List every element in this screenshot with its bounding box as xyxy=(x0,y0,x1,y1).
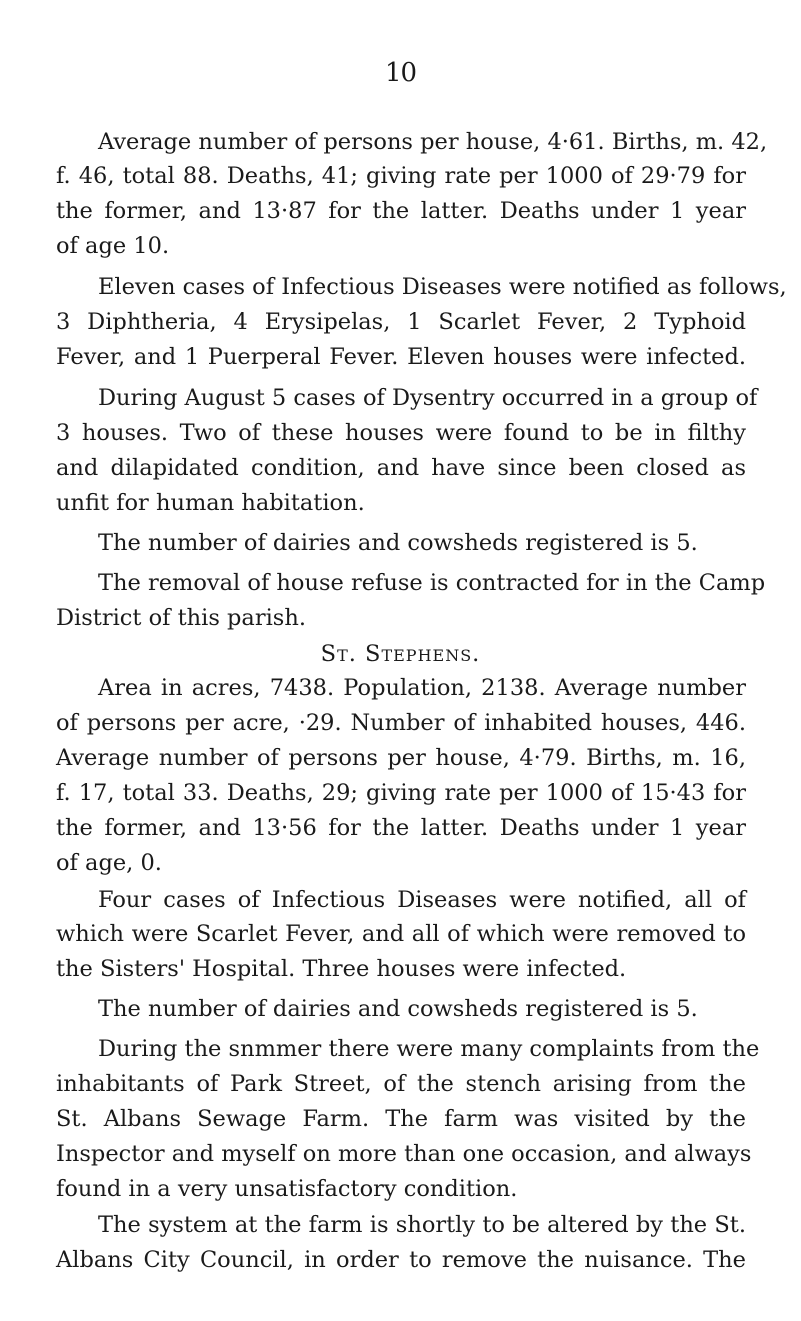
text-line: Average number of persons per house, 4·61. Births, m. 42, xyxy=(98,129,768,155)
text-line: inhabitants of Park Street, of the stench arising from the xyxy=(56,1071,746,1097)
text-line: f. 46, total 88. Deaths, 41; giving rate per 1000 of 29·79 for xyxy=(56,163,746,189)
text-line: which were Scarlet Fever, and all of which were removed to xyxy=(56,921,746,947)
text-line: Area in acres, 7438. Population, 2138. Average number xyxy=(98,675,746,701)
text-line: District of this parish. xyxy=(56,605,306,631)
text-line: Fever, and 1 Puerperal Fever. Eleven houses were infected. xyxy=(56,344,746,370)
text-line: The number of dairies and cowsheds registered is 5. xyxy=(98,996,698,1022)
section-heading: St. Stephens. xyxy=(320,641,481,667)
text-line: Inspector and myself on more than one occasion, and always xyxy=(56,1141,752,1167)
text-line: of persons per acre, ·29. Number of inhabited houses, 446. xyxy=(56,710,746,736)
page-number: 10 xyxy=(384,58,417,88)
text-line: f. 17, total 33. Deaths, 29; giving rate per 1000 of 15·43 for xyxy=(56,780,746,806)
text-line: 3 Diphtheria, 4 Erysipelas, 1 Scarlet Fever, 2 Typhoid xyxy=(56,309,746,335)
text-line: The number of dairies and cowsheds registered is 5. xyxy=(98,530,698,556)
text-line: During the snmmer there were many complaints from the xyxy=(98,1036,760,1062)
text-line: 3 houses. Two of these houses were found to be in filthy xyxy=(56,420,746,446)
text-line: Eleven cases of Infectious Diseases were notified as follows, xyxy=(98,274,787,300)
text-line: the former, and 13·87 for the latter. Deaths under 1 year xyxy=(56,198,746,224)
text-line: The removal of house refuse is contracted for in the Camp xyxy=(98,570,766,596)
text-line: unfit for human habitation. xyxy=(56,490,365,516)
text-line: the Sisters' Hospital. Three houses were infected. xyxy=(56,956,627,982)
text-line: found in a very unsatisfactory condition. xyxy=(56,1176,518,1202)
text-line: and dilapidated condition, and have since been closed as xyxy=(56,455,746,481)
text-line: The system at the farm is shortly to be altered by the St. xyxy=(98,1212,746,1238)
text-line: the former, and 13·56 for the latter. Deaths under 1 year xyxy=(56,815,746,841)
text-line: During August 5 cases of Dysentry occurred in a group of xyxy=(98,385,758,411)
text-line: St. Albans Sewage Farm. The farm was visited by the xyxy=(56,1106,746,1132)
text-line: of age 10. xyxy=(56,233,170,259)
text-line: Average number of persons per house, 4·79. Births, m. 16, xyxy=(56,745,746,771)
text-line: Albans City Council, in order to remove the nuisance. The xyxy=(56,1247,746,1273)
text-line: Four cases of Infectious Diseases were notified, all of xyxy=(98,887,746,913)
text-line: of age, 0. xyxy=(56,850,162,876)
